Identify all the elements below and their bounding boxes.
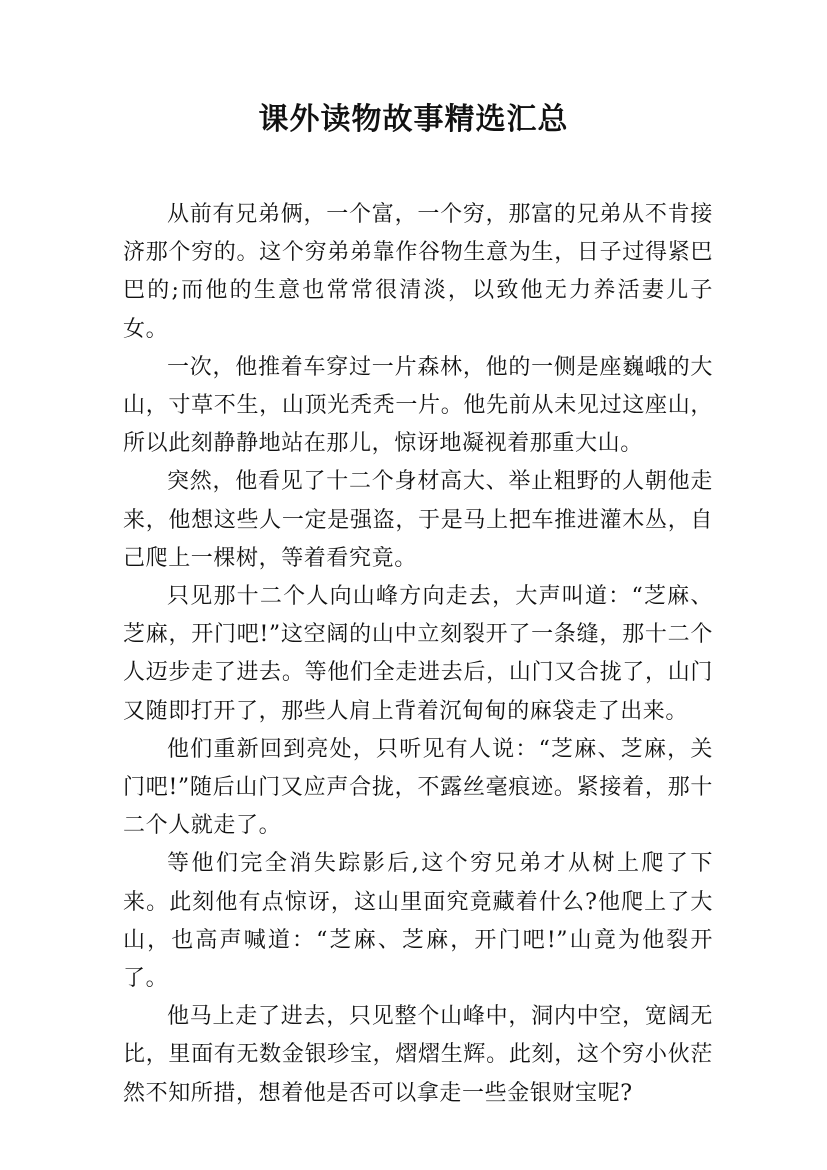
paragraph-2: 一次，他推着车穿过一片森林，他的一侧是座巍峨的大山，寸草不生，山顶光秃秃一片。他先前从未见过这座山，所以此刻静静地站在那儿，惊讶地凝视着那重大山。	[123, 354, 713, 457]
paragraph-5: 他们重新回到亮处，只听见有人说：“芝麻、芝麻，关门吧!”随后山门又应声合拢，不露丝毫痕迹。紧接着，那十二个人就走了。	[123, 736, 713, 839]
paragraph-1: 从前有兄弟俩，一个富，一个穷，那富的兄弟从不肯接济那个穷的。这个穷弟弟靠作谷物生意为生，日子过得紧巴巴的;而他的生意也常常很清淡，以致他无力养活妻儿子女。	[123, 202, 713, 342]
paragraph-6: 等他们完全消失踪影后,这个穷兄弟才从树上爬了下来。此刻他有点惊讶，这山里面究竟藏着什么?他爬上了大山，也高声喊道：“芝麻、芝麻，开门吧!”山竟为他裂开了。	[123, 851, 713, 992]
document-title: 课外读物故事精选汇总	[258, 102, 569, 137]
paragraph-7: 他马上走了进去，只见整个山峰中，洞内中空，宽阔无比，里面有无数金银珍宝，熠熠生辉。此刻，这个穷小伙茫然不知所措，想着他是否可以拿走一些金银财宝呢?	[123, 1004, 713, 1106]
paragraph-3: 突然，他看见了十二个身材高大、举止粗野的人朝他走来，他想这些人一定是强盗，于是马上把车推进灌木丛，自己爬上一棵树，等着看究竟。	[123, 469, 713, 571]
paragraph-4: 只见那十二个人向山峰方向走去，大声叫道：“芝麻、芝麻，开门吧!”这空阔的山中立刻裂开了一条缝，那十二个人迈步走了进去。等他们全走进去后，山门又合拢了，山门又随即打开了，那些人肩上背着沉甸甸的麻袋走了出来。	[123, 584, 713, 724]
document-body	[123, 196, 713, 1113]
